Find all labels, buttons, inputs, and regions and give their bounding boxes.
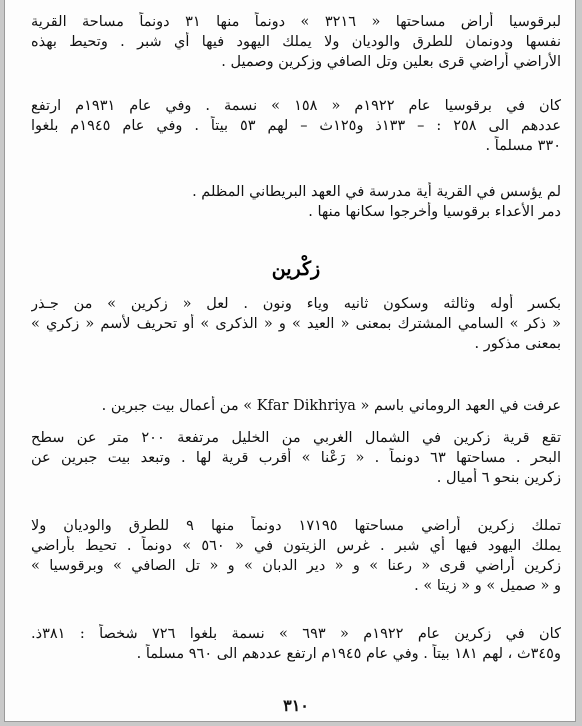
paragraph-barqusya-school [31, 182, 561, 222]
text-line: كان في زكرين عام ١٩٢٢م « ٦٩٣ » نسمة بلغوا ٧٢٦ شخصاً : ٣٨١ذ. [31, 626, 561, 642]
paragraph-zakarin-roman [31, 396, 561, 416]
text-line: و « صميل » و « زيتا » . [414, 578, 561, 594]
text-line: تملك زكرين أراضي مساحتها ١٧١٩٥ دونماً منها ٩ للطرق والوديان ولا [31, 518, 561, 534]
paragraph-zakarin-etymology [31, 294, 561, 354]
text-line: عرفت في العهد الروماني باسم « Kfar Dikhriya » من أعمال بيت جبرين . [101, 398, 561, 414]
text-line: تقع قرية زكرين في الشمال الغربي من الخليل مرتفعة ٢٠٠ متر عن سطح [31, 430, 561, 446]
text-line: لبرقوسيا أراض مساحتها « ٣٢١٦ » دونماً منها ٣١ دونماً مساحة القرية [31, 14, 561, 30]
text-line: و٣٤٥ث ، لهم ١٨١ بيتاً . وفي عام ١٩٤٥م ارتفع عددهم الى ٩٦٠ مسلماً . [136, 646, 561, 662]
document-page [4, 0, 576, 722]
text-line: بكسر أوله وثالثه وسكون ثانيه وياء ونون . لعل « زكرين » من جـذر [31, 296, 561, 312]
text-line: عددهم الى ٢٥٨ : – ١٣٣ذ و١٢٥ث – لهم ٥٣ بيتاً . وفي عام ١٩٤٥م بلغوا [31, 118, 561, 134]
paragraph-barqusya-population [31, 96, 561, 156]
text-line: زكرين بنحو ٦ أميال . [436, 470, 561, 486]
paragraph-zakarin-population [31, 624, 561, 664]
paragraph-barqusya-lands [31, 12, 561, 72]
text-line: زكرين أراضي قرى « رعنا » و « دير الدبان » و « تل الصافي » وبرقوسيا » [31, 558, 561, 574]
text-line: « ذكر » السامي المشترك بمعنى « العيد » و « الذكرى » أو تحريف لأسم « زكري » [31, 316, 561, 332]
paragraph-zakarin-lands [31, 516, 561, 596]
text-line: ٣٣٠ مسلماً . [485, 138, 561, 154]
section-heading: زكْرين [271, 258, 321, 280]
page-number: ٣١٠ [283, 696, 309, 715]
text-line: لم يؤسس في القرية أية مدرسة في العهد البريطاني المظلم . [192, 184, 561, 200]
text-line: نفسها ودونمان للطرق والوديان ولا يملك اليهود فيها أي شبر . وتحيط بهذه [31, 34, 561, 50]
text-line: دمر الأعداء برقوسيا وأخرجوا سكانها منها . [308, 204, 561, 220]
text-line: الأراضي أراضي قرى بعلين وتل الصافي وزكرين وصميل . [221, 54, 561, 70]
text-line: يملك اليهود فيها أي شبر . غرس الزيتون في « ٥٦٠ » دونماً . تحيط بأراضي [31, 538, 561, 554]
text-line: كان في برقوسيا عام ١٩٢٢م « ١٥٨ » نسمة . وفي عام ١٩٣١م ارتفع [31, 98, 561, 114]
text-line: البحر . مساحتها ٦٣ دونماً . « رَعْنا » أقرب قرية لها . وتبعد بيت جبرين عن [31, 450, 561, 466]
paragraph-zakarin-location [31, 428, 561, 488]
text-line: بمعنى مذكور . [474, 336, 561, 352]
